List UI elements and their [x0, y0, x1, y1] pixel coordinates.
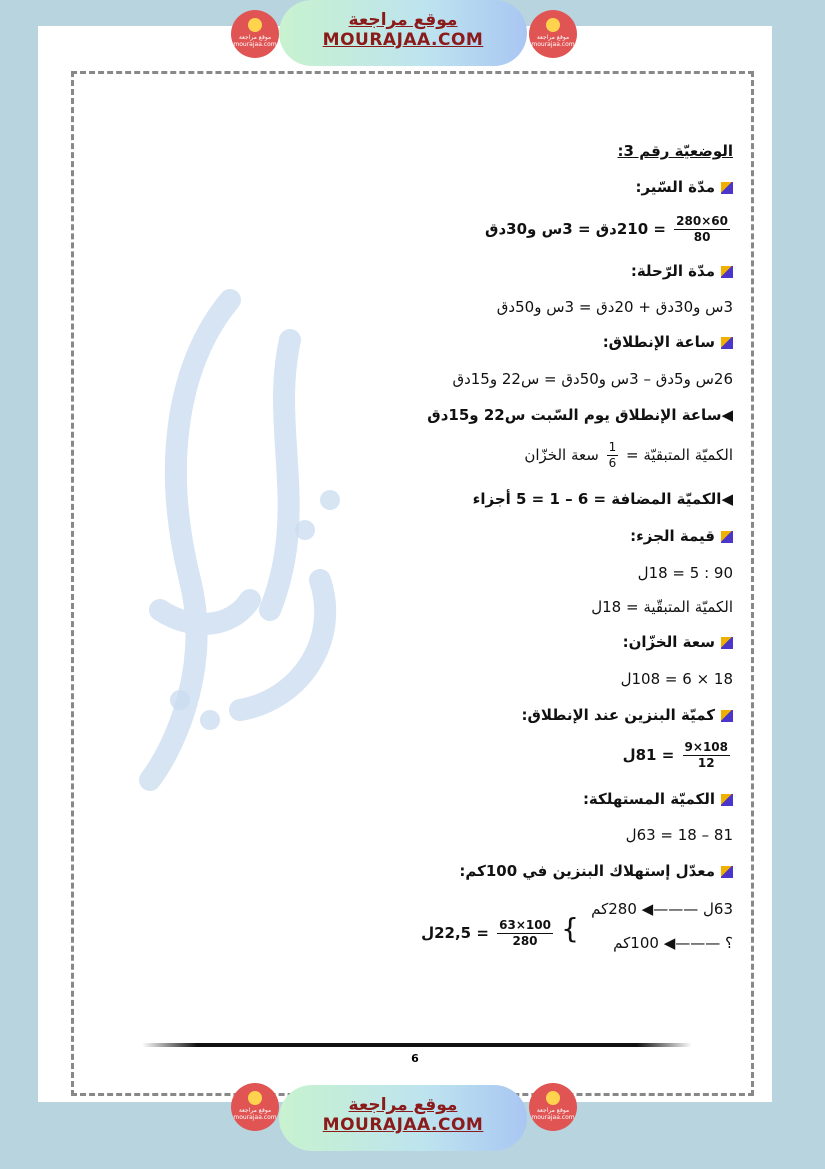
row-right: 100كم [613, 934, 659, 952]
site-logo-left[interactable]: موقع مراجعة mourajaa.com [231, 10, 279, 58]
numerator: 108×9 [684, 740, 728, 754]
site-name-ar[interactable]: موقع مراجعة [348, 10, 458, 30]
added-quantity-line [473, 490, 733, 508]
departure-time-equation: 26س و5دق – 3س و50دق = س22 و15دق [452, 370, 733, 388]
bullet-icon [721, 710, 733, 722]
remaining-quantity-line: الكميّة المتبقيّة = $\frac{1}{6}$ سعة الخزّان [524, 440, 733, 470]
row-left: ؟ [725, 934, 733, 952]
section-fuel-at-departure-heading [521, 706, 733, 724]
part-value-equation: 90 : 5 = 18ل [637, 564, 733, 582]
result: 81ل [622, 746, 657, 764]
section-trip-duration-heading [631, 262, 733, 280]
site-logo-left[interactable]: موقع مراجعة mourajaa.com [231, 1083, 279, 1131]
arrow-icon: ◀ [721, 406, 733, 424]
heading-text: ساعة الإنطلاق: [602, 333, 715, 351]
proportion-row-1 [591, 900, 733, 918]
bullet-icon [721, 866, 733, 878]
row-left: 63ل [703, 900, 733, 918]
heading-text: مدّة الرّحلة: [630, 262, 715, 280]
bullet-icon [721, 637, 733, 649]
remaining-quantity-value: الكميّة المتبقّية = 18ل [591, 598, 733, 616]
row-right: 280كم [591, 900, 637, 918]
site-logo-right[interactable]: موقع مراجعة mourajaa.com [529, 10, 577, 58]
tank-capacity-equation: 18 × 6 = 108ل [620, 670, 733, 688]
problem-title: الوضعيّة رقم 3: [617, 142, 733, 160]
watermark-calligraphy [120, 280, 360, 800]
fuel-at-departure-equation: $\frac{108\times 9}{12}$ = 81ل [622, 740, 728, 770]
heading-text: الكميّة المستهلكة: [582, 790, 715, 808]
bullet-icon [721, 266, 733, 278]
bullet-icon [721, 337, 733, 349]
fraction [674, 214, 730, 245]
denominator: 280 [512, 934, 538, 948]
result: 22,5ل [421, 924, 472, 942]
arrow-icon: ———◀ [641, 900, 699, 918]
bullet-icon [721, 182, 733, 194]
result-text: الكميّة المضافة = 6 – 1 = 5 أجزاء [472, 490, 722, 508]
heading-text: سعة الخزّان: [622, 633, 715, 651]
proportion-row-2 [613, 934, 733, 952]
bullet-icon [721, 794, 733, 806]
result-text: ساعة الإنطلاق يوم السّبت س22 و15دق [427, 406, 722, 424]
consumed-quantity-equation: 81 – 18 = 63ل [625, 826, 733, 844]
section-consumption-rate-heading [459, 862, 733, 880]
arrow-icon: ———◀ [663, 934, 721, 952]
denominator: 80 [693, 230, 711, 244]
consumption-rate-equation: } $\frac{100\times 63}{280}$ = 22,5ل [421, 912, 579, 948]
site-url[interactable]: MOURAJAA.COM [322, 1115, 484, 1135]
site-logo-right[interactable]: موقع مراجعة mourajaa.com [529, 1083, 577, 1131]
fraction [497, 918, 553, 949]
section-part-value-heading [630, 527, 733, 545]
section-departure-time-heading [603, 333, 733, 351]
site-name-ar[interactable]: موقع مراجعة [348, 1095, 458, 1115]
denominator: 12 [697, 756, 715, 770]
fraction [607, 440, 619, 471]
site-url[interactable]: MOURAJAA.COM [322, 30, 484, 50]
heading-text: قيمة الجزء: [630, 527, 715, 545]
arrow-icon: ◀ [721, 490, 733, 508]
page-number: 6 [411, 1052, 419, 1065]
numerator: 100×63 [499, 918, 551, 932]
denominator: 6 [608, 456, 617, 470]
section-travel-duration-heading [635, 178, 733, 196]
trip-duration-equation: 3س و30دق + 20دق = 3س و50دق [496, 298, 733, 316]
brace-icon: } [561, 912, 579, 945]
site-banner-top[interactable] [279, 0, 527, 66]
heading-text: مدّة السّير: [635, 178, 715, 196]
footer-divider [142, 1043, 692, 1047]
departure-time-result [427, 406, 733, 424]
site-banner-bottom[interactable] [279, 1085, 527, 1151]
section-consumed-quantity-heading [583, 790, 733, 808]
label: الكميّة المتبقيّة [643, 446, 733, 464]
section-tank-capacity-heading [623, 633, 733, 651]
fraction [683, 740, 730, 771]
travel-duration-equation: $\frac{60\times 280}{80}$ = 210دق = 3س و30دق [485, 214, 728, 244]
heading-text: معدّل إستهلاك البنزين في 100كم: [459, 862, 715, 880]
numerator: 60×280 [676, 214, 728, 228]
heading-text: كميّة البنزين عند الإنطلاق: [521, 706, 715, 724]
tank-label: سعة الخزّان [524, 446, 599, 464]
numerator: 1 [608, 440, 617, 454]
result: 210دق = 3س و30دق [485, 220, 649, 238]
bullet-icon [721, 531, 733, 543]
